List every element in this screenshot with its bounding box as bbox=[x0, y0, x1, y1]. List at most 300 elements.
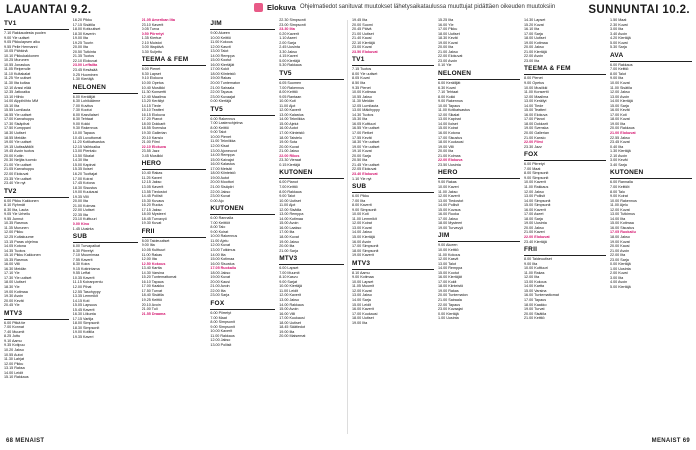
program-listing: 17.00 Kuukausi bbox=[279, 316, 305, 321]
program-listing: 11.05 Muumit bbox=[352, 284, 375, 289]
program-listing: 11.00 Ajelu bbox=[210, 238, 229, 243]
program-listing: 23.10 Kaverit bbox=[141, 22, 164, 27]
left-page bbox=[4, 18, 344, 436]
program-listing: 20.10 Avoin bbox=[141, 302, 161, 307]
program-listing: 17.00 Tapaus bbox=[524, 297, 547, 302]
channel-heading: FRII bbox=[142, 228, 207, 238]
channel-heading: MTV3 bbox=[352, 260, 434, 270]
program-listing: 8.00 Kokki bbox=[438, 94, 456, 99]
program-listing: 23.30 Vieraat bbox=[279, 158, 302, 163]
featured-program-listing: 22.00 Filmi bbox=[524, 140, 543, 145]
program-listing: 16.10 Tapaus bbox=[141, 279, 164, 284]
program-listing: 12.35 Jatkoaika bbox=[4, 90, 30, 95]
channel-heading: AVA bbox=[610, 52, 692, 62]
program-listing: 23.45 Kesäsää bbox=[72, 68, 98, 73]
program-listing: 8.10 Aamu bbox=[352, 270, 370, 275]
program-listing: 12.40 Maailma bbox=[141, 94, 166, 99]
channel-heading: TV2 bbox=[4, 188, 69, 198]
program-listing: 8.00 Rakkaus bbox=[279, 189, 302, 194]
program-listing: 11.15 Koiranpentu bbox=[72, 280, 103, 285]
featured-program-listing: 22.00 Elokuvat bbox=[524, 234, 550, 239]
program-listing: 10.55 Jakso bbox=[352, 94, 372, 99]
program-listing: 8.30 Koira bbox=[72, 262, 90, 267]
featured-program-listing: 23.40 Elokuvat bbox=[352, 171, 378, 176]
program-listing: 8.05 Kuvat bbox=[352, 76, 370, 81]
program-listing: 9.30 Rakennus bbox=[72, 126, 98, 131]
program-listing: 5.00 Kiertäjä bbox=[279, 58, 300, 63]
program-listing: 22.00 Tapaus bbox=[438, 302, 461, 307]
program-listing: 15.30 Ilta bbox=[352, 117, 368, 122]
program-listing: 15.20 Tuntemattomat bbox=[141, 275, 177, 280]
program-listing: 7.00 Rakennus bbox=[279, 85, 304, 90]
program-listing: 9.00 Sarjat bbox=[279, 279, 298, 284]
program-listing: 17.00 Kiinteistö bbox=[279, 131, 305, 136]
program-listing: 21.00 Sarja bbox=[279, 248, 299, 253]
program-listing: 11.35 Murunen bbox=[4, 225, 29, 230]
program-listing: 16.30 Liikunta bbox=[72, 312, 96, 317]
program-listing: 20.00 Jakso bbox=[524, 225, 544, 230]
program-listing: 18.00 Dokkarit bbox=[524, 121, 548, 126]
program-listing: 7.00 Keittiöt bbox=[210, 220, 230, 225]
program-listing: 8.00 Talo bbox=[210, 225, 226, 230]
program-listing: 16.00 Tuntemattomat bbox=[524, 293, 559, 298]
program-listing: 17.10 Yle bbox=[4, 271, 20, 276]
program-listing: 12.00 Kaverit bbox=[279, 293, 301, 298]
program-listing: 18.00 Uutiset bbox=[352, 316, 374, 321]
program-listing: 11.30 Meidän bbox=[352, 99, 375, 104]
program-listing: 21.00 Sairaala bbox=[438, 297, 462, 302]
program-listing: 20.45 Yle bbox=[4, 303, 20, 308]
program-listing: 11.20 Kotikatsastus bbox=[72, 140, 105, 145]
featured-program-listing: 0.50 Piirretyt bbox=[141, 31, 164, 36]
program-listing: 19.00 Autot bbox=[210, 175, 230, 180]
program-listing: 23.00 Sarja bbox=[210, 293, 230, 298]
program-listing: 18.45 Säätiedot bbox=[279, 325, 306, 330]
program-listing: 0.40 Ilta bbox=[610, 144, 624, 149]
program-listing: 0.10 Yle bbox=[438, 63, 452, 68]
program-listing: 8.25 Juttu bbox=[4, 334, 21, 339]
program-listing: 10.00 Tapaus bbox=[438, 103, 461, 108]
program-listing: 6.00 Piirretyt bbox=[524, 162, 545, 167]
program-listing: 10.00 Koti bbox=[279, 99, 296, 104]
program-listing: 11.00 Ajot bbox=[279, 103, 296, 108]
program-listing: 8.30 Ilta, Lauta bbox=[4, 207, 29, 212]
program-listing: 23.00 Avoin bbox=[438, 58, 458, 63]
program-listing: 2.10 Avoin bbox=[610, 153, 628, 158]
program-listing: 11.00 Rakas bbox=[524, 270, 545, 275]
program-listing: 9.05 Yle Urheilu bbox=[4, 212, 31, 217]
program-listing: 18.00 Uutiset bbox=[438, 31, 460, 36]
program-listing: 10.00 Keittiö bbox=[210, 35, 231, 40]
program-listing: 13.05 Kaverit bbox=[141, 184, 164, 189]
program-listing: 21.40 Kausi bbox=[352, 36, 372, 41]
featured-program-listing: 22.00 Rikos bbox=[279, 153, 300, 158]
program-listing: 23.30 Jazz bbox=[524, 144, 542, 149]
program-listing: 10.55 Jonaskus bbox=[4, 62, 30, 67]
program-listing: 9.00 Opetus bbox=[524, 81, 545, 86]
program-listing: 11.30 Ilta kultaa bbox=[4, 81, 30, 86]
program-listing: 9.00 Simpsonit bbox=[210, 324, 235, 329]
program-listing: 9.55 Leffat bbox=[72, 271, 91, 276]
program-listing: 8.00 Taideuutiset bbox=[141, 238, 170, 243]
channel-heading: KUTONEN bbox=[279, 169, 344, 179]
program-listing: 10.10 Pikkukakkonen bbox=[4, 53, 40, 58]
program-listing: 10.20 Jakso bbox=[4, 348, 24, 352]
program-listing: 9.00 Talot bbox=[210, 130, 227, 135]
program-listing: 1.45 Uusinta bbox=[72, 226, 94, 231]
program-listing: 1.10 Aseet bbox=[279, 36, 297, 41]
program-listing: 0.20 Kaverit bbox=[279, 31, 299, 36]
program-listing: 16.00 Kalastus bbox=[210, 162, 235, 167]
program-listing: 14.35 Tuotos bbox=[4, 248, 26, 253]
program-listing: 14.00 Remppa bbox=[210, 153, 235, 158]
program-listing: 10.00 Uutiset bbox=[279, 198, 301, 203]
channel-heading: TV5 bbox=[279, 70, 344, 80]
channel-heading: KUTONEN bbox=[210, 205, 275, 215]
program-listing: 17.00 Kokit bbox=[438, 279, 457, 284]
program-listing: 14.00 Simpsonit bbox=[524, 198, 551, 203]
program-listing: 13.35 Lemmikit bbox=[72, 294, 98, 299]
program-listing: 12.00 Sikalat bbox=[438, 112, 460, 117]
channel-heading: FOX bbox=[210, 300, 275, 310]
program-listing: 20.00 Sarja bbox=[352, 153, 371, 158]
program-listing: 3.30 Jakso bbox=[279, 49, 298, 54]
program-listing: 21.00 Tuli bbox=[141, 307, 158, 312]
program-listing: 13.00 Avoin bbox=[610, 94, 630, 99]
program-listing: 2.30 Kuvat bbox=[610, 22, 628, 27]
program-listing: 19.00 Turvat bbox=[524, 307, 545, 312]
program-listing: 15.55 Lumilauta bbox=[4, 108, 31, 113]
program-listing: 18.30 Kaverin bbox=[72, 31, 96, 36]
program-listing: 2.00 Sarja bbox=[279, 40, 296, 45]
program-listing: 9.10 Aamu bbox=[4, 338, 22, 343]
program-listing: 14.00 Poliisit bbox=[438, 203, 459, 208]
channel-heading: HERO bbox=[438, 169, 520, 179]
program-listing: 10.00 Kuvat bbox=[610, 81, 630, 86]
program-listing: 5.00 Kiertäjä bbox=[610, 284, 631, 289]
program-listing: 16.10 Ilta bbox=[524, 27, 540, 32]
program-listing: 0.00 Kiertäjä bbox=[210, 99, 232, 104]
program-listing: 7.15 Tuotos bbox=[352, 67, 372, 72]
program-listing: 14.15 Koti bbox=[72, 298, 90, 303]
program-listing: 6.00 Keräilijät bbox=[438, 81, 461, 86]
channel-heading: NELONEN bbox=[438, 70, 520, 80]
page-gutter bbox=[347, 20, 348, 434]
program-listing: 5.30 Rakkaus bbox=[279, 63, 302, 68]
program-listing: 19.30 Avoin bbox=[4, 294, 24, 299]
program-listing: 19.00 Kotimaa bbox=[4, 289, 28, 294]
program-listing: 18.00 Mysteeri bbox=[438, 221, 463, 226]
program-listing: 13.00 Kalastus bbox=[279, 112, 304, 117]
program-listing: 4.20 Kiertäjä bbox=[610, 36, 631, 41]
program-listing: 20.00 Maisemat bbox=[279, 334, 306, 339]
program-listing: 12.05 Lumilauta bbox=[352, 103, 379, 108]
left-page-day: LAUANTAI 9.2. bbox=[6, 4, 92, 16]
program-listing: 7.00 Keittiö bbox=[610, 67, 629, 72]
program-listing: 15.00 Kootut bbox=[438, 270, 459, 275]
program-listing: 10.40 Rakas bbox=[141, 171, 163, 176]
program-listing: 8.30 Lapset bbox=[141, 71, 161, 76]
program-listing: 11.30 Konsertti bbox=[141, 90, 167, 95]
program-listing: 16.00 Kotona bbox=[438, 131, 460, 136]
program-listing: 10.00 Pienet bbox=[210, 134, 232, 139]
program-listing: 17.00 Pianot bbox=[524, 117, 545, 122]
program-listing: 17.50 Turvat bbox=[141, 288, 163, 293]
program-listing: 21.00 Kiertäjä bbox=[524, 49, 547, 54]
left-footer: 68 MENAIST bbox=[6, 438, 45, 444]
program-listing: 15.00 Kiertäjä bbox=[352, 234, 375, 239]
program-listing: 18.30 Sisustus bbox=[72, 185, 97, 190]
program-listing: 16.15 Elokuva bbox=[141, 112, 165, 117]
program-listing: 15.25 Ilta bbox=[438, 18, 454, 22]
program-listing: 11.00 Rakkaus bbox=[524, 184, 549, 189]
program-listing: 17.00 Ilta bbox=[279, 230, 295, 235]
program-listing: 20.00 Gallerian bbox=[524, 131, 550, 136]
program-listing: 17.00 Pikku bbox=[438, 27, 458, 32]
program-listing: 18.00 Simpsonit bbox=[352, 248, 379, 253]
program-listing: 23.40 Kiertäjä bbox=[524, 239, 547, 244]
program-listing: 3.00 Ilta bbox=[610, 27, 624, 32]
program-listing: 19.00 Kuukausi bbox=[72, 190, 99, 195]
program-listing: 20.00 Jakso bbox=[524, 45, 544, 50]
program-listing: 9.00 Koirat bbox=[610, 194, 628, 199]
program-listing: 23.00 Kuvat bbox=[352, 45, 372, 50]
program-listing: 18.00 Kiinteistö bbox=[210, 171, 236, 176]
program-listing: 10.00 Tapaus bbox=[72, 131, 95, 136]
program-listing: 21.00 Jakso bbox=[438, 49, 458, 54]
program-listing: 17.15 Vartija bbox=[72, 316, 94, 321]
program-listing: 7.00 Keittiö bbox=[279, 184, 298, 189]
program-listing: 21.00 Sairaala bbox=[210, 85, 235, 90]
program-listing: 1.10 Yle nyt bbox=[352, 176, 372, 181]
program-listing: 20.00 Ilta bbox=[438, 149, 454, 154]
program-listing: 11.00 Rakas bbox=[141, 252, 163, 257]
listing-column bbox=[4, 18, 69, 436]
program-listing: 17.00 Kokit bbox=[210, 67, 229, 72]
program-listing: 15.00 Kootut bbox=[210, 58, 232, 63]
program-listing: 5.30 Sarja bbox=[610, 45, 627, 50]
program-listing: 13.00 Pientalo bbox=[72, 149, 97, 154]
program-listing: 20.00 Moottori bbox=[210, 180, 234, 185]
program-listing: 12.15 Vaihtoaika bbox=[72, 144, 100, 149]
program-listing: 20.50 Ilta bbox=[352, 158, 368, 163]
program-listing: 14.30 Varsina bbox=[141, 270, 165, 275]
program-listing: 15.30 Kuvaus bbox=[141, 198, 165, 203]
featured-program-listing: 23.50 Elokuvat bbox=[352, 49, 378, 54]
program-listing: 11.00 Sisätila bbox=[610, 85, 632, 90]
program-listing: 17.00 Koirat bbox=[72, 176, 93, 181]
featured-program-listing: 22.10 Elokuva bbox=[141, 144, 166, 149]
program-listing: 20.00 Ilta bbox=[72, 45, 88, 50]
listing-column bbox=[279, 18, 344, 436]
program-listing: 23.00 Ilta bbox=[524, 58, 540, 63]
featured-program-listing: 17.05 Ruokailu bbox=[610, 230, 636, 235]
program-listing: 21.00 Filmi bbox=[141, 140, 160, 145]
featured-program-listing: 0.00 Kino bbox=[72, 221, 90, 226]
brand-label: Elokuva bbox=[267, 3, 296, 12]
right-page-day: SUNNUNTAI 10.2. bbox=[588, 4, 690, 16]
program-listing: 9.00 Kokki bbox=[72, 121, 91, 126]
program-listing: 7.00 Muumit bbox=[279, 270, 300, 275]
program-listing: 15.00 Avoin bbox=[279, 221, 299, 226]
program-listing: 10.55 Autot bbox=[4, 352, 23, 357]
program-listing: 20.00 Suomi bbox=[352, 22, 373, 27]
listing-column bbox=[210, 18, 275, 436]
program-listing: 21.45 Yle uutiset bbox=[352, 162, 380, 167]
program-listing: 23.40 Yle nyt bbox=[4, 181, 26, 186]
program-listing: 22.00 Elokuvat bbox=[438, 54, 463, 59]
brand-logo-icon bbox=[254, 3, 263, 12]
program-listing: 19.00 Kuvat bbox=[610, 239, 630, 244]
program-listing: 15.35 Iloiset bbox=[72, 167, 93, 172]
program-listing: 12.10 Anssi elää bbox=[4, 85, 32, 90]
program-listing: 20.00 Ilta bbox=[279, 244, 295, 249]
program-listing: 18.00 Kiinteistö bbox=[438, 284, 464, 289]
program-listing: 11.00 Lemmikit bbox=[352, 216, 377, 221]
program-listing: 13.15 Raksa bbox=[4, 366, 25, 371]
program-listing: 11.25 Kaveri bbox=[141, 175, 163, 180]
program-listing: 8.00 Keittiö bbox=[210, 125, 229, 130]
program-listing: 10.00 Opetus bbox=[141, 81, 164, 86]
program-listing: 18.40 Sisätila bbox=[141, 293, 164, 298]
program-listing: 17.00 Kuukausi bbox=[352, 311, 378, 316]
program-listing: 11.00 Konsertti bbox=[524, 90, 549, 95]
program-listing: 10.45 Luvuttomat bbox=[72, 135, 102, 140]
program-listing: 15.00 Kotimaa bbox=[210, 257, 235, 262]
program-listing: 19.00 Kaverit bbox=[352, 253, 374, 258]
listing-column bbox=[73, 18, 138, 436]
program-listing: 9.00 Simpsonit bbox=[524, 175, 549, 180]
program-listing: 19.30 Gallerian bbox=[141, 131, 167, 136]
program-listing: 6.00 Lapset bbox=[279, 266, 299, 271]
program-listing: 8.00 Taideuutiset bbox=[524, 257, 552, 262]
program-listing: 10.00 Kaverit bbox=[210, 329, 233, 334]
program-listing: 20.00 Kausi bbox=[610, 244, 630, 249]
channel-heading: MTV3 bbox=[4, 310, 69, 320]
program-listing: 19.00 Jakso bbox=[279, 239, 300, 244]
program-listing: 23.50 Uusinta bbox=[438, 162, 461, 167]
right-footer: MENAIST 69 bbox=[651, 438, 690, 444]
program-listing: 6.00 Pitkä tie bbox=[4, 320, 26, 325]
program-listing: 23.00 Kuvat bbox=[210, 194, 231, 199]
program-listing: 15.00 Koirat bbox=[438, 126, 458, 131]
program-listing: 11.00 Ajot bbox=[279, 203, 296, 208]
program-listing: 18.00 Simpsonit bbox=[72, 321, 100, 326]
program-listing: 9.55 Pelle Hermanni bbox=[4, 44, 38, 49]
program-listing: 23.35 Yle uutiset bbox=[4, 176, 32, 181]
program-listing: 19.00 Ilta bbox=[72, 36, 88, 41]
channel-heading: JIM bbox=[438, 232, 520, 242]
program-listing: 0.45 Musiikki bbox=[141, 153, 163, 158]
program-listing: 23.55 Jazz bbox=[141, 149, 160, 154]
program-listing: 15.00 Kaivajat bbox=[210, 157, 234, 162]
program-listing: 22.00 Tapaus bbox=[210, 90, 233, 95]
channel-heading: TV1 bbox=[352, 56, 434, 66]
program-listing: 6.00 Piirretyt bbox=[210, 310, 232, 315]
program-listing: 15.20 Kuvat bbox=[524, 22, 544, 27]
program-listing: 19.00 Rakas bbox=[210, 76, 232, 81]
program-listing: 17.00 Metsät bbox=[210, 166, 232, 171]
program-listing: 21.00 Kaveri bbox=[524, 230, 545, 235]
program-listing: 21.00 Kolmas bbox=[438, 153, 461, 158]
program-listing: 19.35 Kaveri bbox=[72, 335, 94, 339]
program-listing: 12.00 Koirat bbox=[352, 221, 372, 226]
program-listing: 16.00 Ruoka bbox=[438, 212, 459, 217]
right-page bbox=[352, 18, 692, 436]
program-listing: 0.25 Huominen bbox=[72, 72, 98, 77]
program-listing: 21.00 Avoin bbox=[210, 284, 230, 289]
program-listing: 12.15 Jakso bbox=[141, 180, 162, 185]
program-listing: 14.00 Kartta bbox=[524, 284, 545, 289]
program-listing: 8.10 Kasvu bbox=[279, 275, 298, 280]
channel-heading: TEEMA & FEM bbox=[524, 65, 606, 75]
program-listing: 23.10 Kulttuuri bbox=[72, 217, 97, 222]
program-listing: 8.00 Pienet bbox=[524, 76, 543, 81]
program-listing: 23.00 Kuvaajat bbox=[210, 94, 235, 99]
program-listing: 0.15 Kiertäjä bbox=[279, 162, 300, 167]
program-listing: 13.00 Tutkimus bbox=[610, 212, 636, 217]
program-listing: 12.00 Kuvat bbox=[610, 207, 630, 212]
program-listing: 9.15 Kotirintama bbox=[72, 266, 100, 271]
program-listing: 21.00 Kolmas bbox=[72, 203, 96, 208]
program-listing: 12.00 Kaverit bbox=[438, 194, 460, 199]
program-listing: 6.30 Piirretyt bbox=[72, 248, 94, 253]
program-listing: 13.50 Sikalat bbox=[72, 153, 95, 158]
program-listing: 10.00 Kiertäjä bbox=[279, 284, 302, 289]
program-listing: 11.00 Ajelu bbox=[610, 203, 628, 208]
program-listing: 9.00 Rakennus bbox=[438, 99, 463, 104]
program-listing: 13.00 Jakso bbox=[352, 293, 372, 298]
program-listing: 14.00 Jakso bbox=[352, 230, 372, 235]
channel-heading: JIM bbox=[210, 20, 275, 30]
program-listing: 20.00 Tuntematon bbox=[438, 293, 468, 298]
program-listing: 16.00 Villi bbox=[4, 262, 20, 267]
program-listing: 11.00 Jakso bbox=[438, 189, 458, 194]
program-listing: 15.00 Simpsonit bbox=[524, 203, 551, 208]
program-listing: 14.00 Ilta bbox=[610, 216, 626, 221]
program-listing: 11.00 Leidit bbox=[279, 288, 298, 293]
program-listing: 20.30 Neljäs tuomio bbox=[4, 158, 37, 163]
program-listing: 7.55 Kaverit bbox=[72, 257, 93, 262]
program-listing: 9.00 Ilta bbox=[610, 76, 624, 81]
program-listing: 13.00 Tutkimus bbox=[210, 247, 236, 252]
program-listing: 14.45 Poliisit bbox=[141, 194, 163, 199]
featured-program-listing: 21.55 Draama bbox=[141, 311, 166, 316]
program-listing: 17.00 Aseet bbox=[524, 212, 544, 217]
program-listing: 22.05 Elokuvat bbox=[352, 167, 377, 172]
program-listing: 18.00 Taistelu bbox=[279, 135, 302, 140]
program-listing: 9.05 Rantaan bbox=[279, 94, 302, 99]
program-listing: 23.00 Kuvaajat bbox=[438, 307, 463, 312]
program-listing: 1.00 Uusinta bbox=[610, 266, 631, 271]
program-listing: 11.00 Kotikatsastus bbox=[438, 108, 470, 113]
program-listing: 7.10 Muumimaa bbox=[72, 253, 100, 258]
program-listing: 22.10 Elokuvat bbox=[72, 58, 98, 63]
program-listing: 6.30 Lohikäärme bbox=[72, 99, 101, 104]
program-listing: 9.00 Simpsonit bbox=[352, 207, 377, 212]
program-listing: 10.25 Murunen bbox=[4, 58, 29, 63]
program-listing: 18.00 Dokkarit bbox=[141, 121, 166, 126]
program-listing: 8.00 Yle uutiset bbox=[352, 71, 378, 76]
program-listing: 18.30 Simpsonit bbox=[72, 325, 100, 330]
featured-program-listing: 21.00 Elokuvat bbox=[610, 131, 636, 136]
program-listing: 15.10 Ilta bbox=[4, 103, 20, 108]
program-listing: 23.45 Kuvat bbox=[610, 140, 630, 145]
program-listing: 16.30 Meidän bbox=[4, 266, 27, 271]
featured-program-listing: 12.50 Kokous bbox=[141, 261, 166, 266]
program-listing: 20.00 Kausi bbox=[210, 279, 230, 284]
program-listing: 19.00 Turvavyö bbox=[438, 225, 464, 230]
